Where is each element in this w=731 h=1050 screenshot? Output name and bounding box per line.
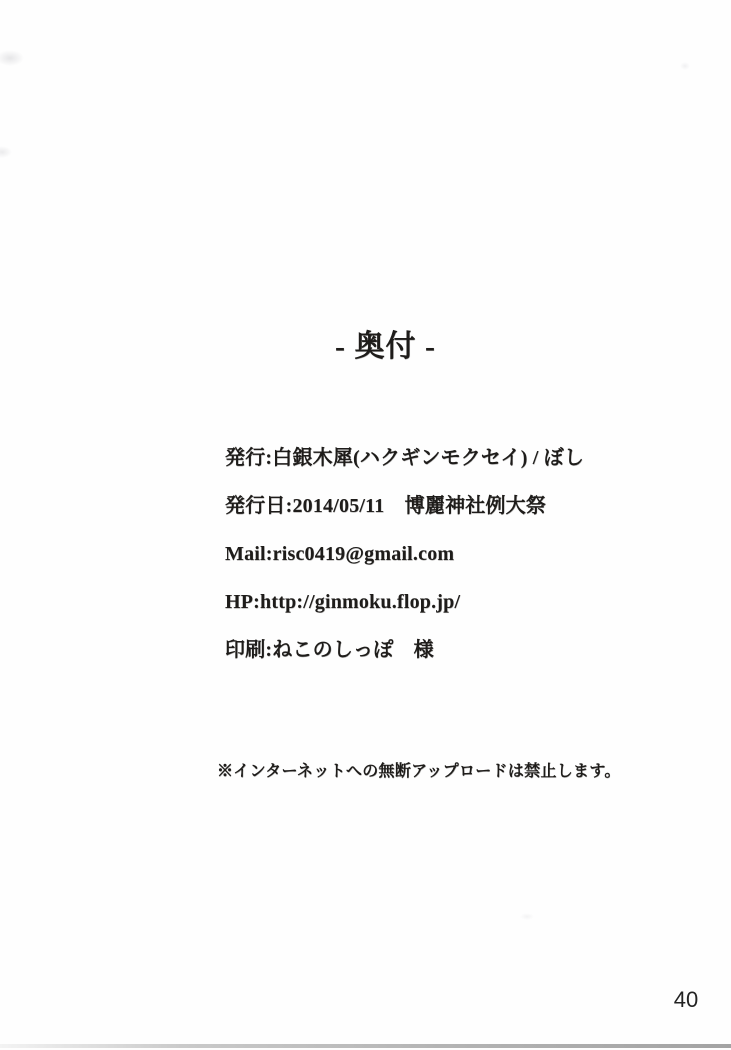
credits-block <box>225 434 584 674</box>
scan-edge-shadow <box>0 1044 731 1048</box>
credit-printer: 印刷:ねこのしっぽ 様 <box>225 639 434 661</box>
scan-artifact <box>0 146 12 158</box>
page-number: 40 <box>673 987 699 1012</box>
credit-publish-date: 発行日:2014/05/11 博麗神社例大祭 <box>225 495 547 517</box>
credit-homepage: HP:http://ginmoku.flop.jp/ <box>225 591 461 613</box>
colophon-title: - 奥付 - <box>335 330 436 363</box>
credit-publisher: 発行:白銀木犀(ハクギンモクセイ) / ぼし <box>225 447 585 469</box>
scan-artifact <box>680 62 690 70</box>
scan-artifact <box>520 913 534 920</box>
scan-artifact <box>0 50 24 66</box>
upload-prohibition-notice: ※インターネットへの無断アップロードは禁止します。 <box>217 763 621 780</box>
credit-mail: Mail:risc0419@gmail.com <box>225 543 455 565</box>
